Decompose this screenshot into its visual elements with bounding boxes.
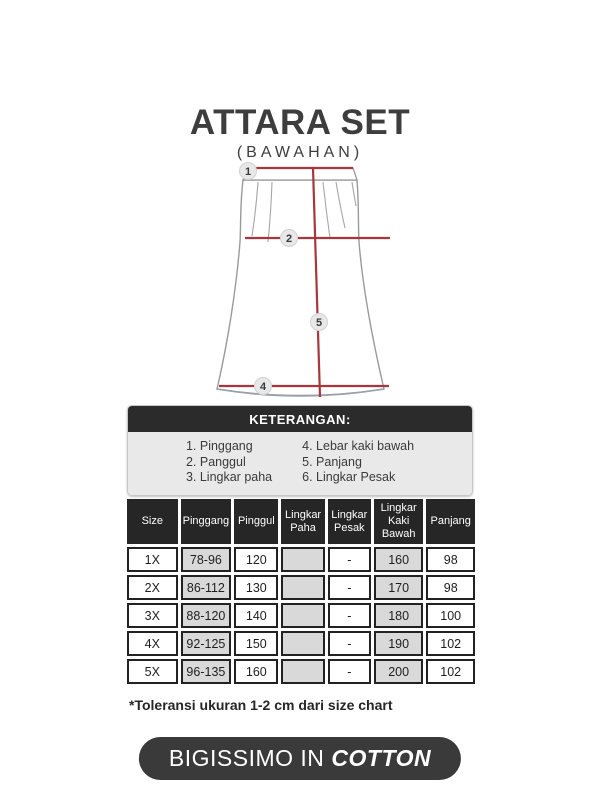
column-header-lingkar-paha: Lingkar Paha bbox=[281, 499, 324, 544]
table-row bbox=[127, 547, 475, 572]
cell-lingkar-paha bbox=[281, 547, 324, 572]
cell-lingkar-pesak: - bbox=[328, 547, 371, 572]
cell-pinggang: 88-120 bbox=[181, 603, 232, 628]
brand-badge-prefix: BIGISSIMO IN bbox=[168, 745, 325, 771]
cell-pinggang: 78-96 bbox=[181, 547, 232, 572]
badge-4: 4 bbox=[259, 381, 267, 393]
cell-size: 3X bbox=[127, 603, 178, 628]
skirt-measurement-diagram bbox=[195, 158, 405, 408]
cell-pinggang: 92-125 bbox=[181, 631, 232, 656]
cell-size: 5X bbox=[127, 659, 178, 684]
legend-body bbox=[128, 432, 472, 495]
cell-lingkar-pesak: - bbox=[328, 659, 371, 684]
table-row bbox=[127, 603, 475, 628]
cell-pinggul: 120 bbox=[234, 547, 278, 572]
brand-badge-emphasis: COTTON bbox=[331, 745, 432, 771]
badge-5: 5 bbox=[315, 317, 323, 329]
skirt-outline bbox=[217, 180, 384, 396]
cell-lingkar-pesak: - bbox=[328, 603, 371, 628]
cell-pinggang: 86-112 bbox=[181, 575, 232, 600]
legend-item: 1. Pinggang bbox=[185, 439, 253, 453]
cell-lingkar-kaki-bawah: 200 bbox=[374, 659, 424, 684]
cell-lingkar-kaki-bawah: 170 bbox=[374, 575, 424, 600]
skirt-waistband bbox=[243, 168, 357, 180]
legend-box bbox=[127, 405, 473, 496]
table-row bbox=[127, 631, 475, 656]
page-title: ATTARA SET bbox=[189, 103, 411, 142]
cell-lingkar-kaki-bawah: 190 bbox=[374, 631, 424, 656]
legend-header: KETERANGAN: bbox=[128, 406, 472, 432]
badge-2: 2 bbox=[285, 233, 293, 245]
column-header-lingkar-kaki-bawah: Lingkar Kaki Bawah bbox=[374, 499, 424, 544]
cell-pinggang: 96-135 bbox=[181, 659, 232, 684]
size-table bbox=[124, 496, 478, 687]
column-header-pinggul: Pinggul bbox=[234, 499, 278, 544]
legend-item: 2. Panggul bbox=[185, 454, 246, 469]
legend-column-right bbox=[302, 439, 414, 486]
cell-lingkar-paha bbox=[281, 659, 324, 684]
badge-1: 1 bbox=[244, 166, 252, 178]
page-subtitle: (BAWAHAN) bbox=[236, 144, 364, 161]
cell-lingkar-pesak: - bbox=[328, 631, 371, 656]
cell-lingkar-paha bbox=[281, 603, 324, 628]
cell-panjang: 98 bbox=[426, 575, 475, 600]
legend-item: 6. Lingkar Pesak bbox=[302, 470, 396, 484]
tolerance-footnote: *Toleransi ukuran 1-2 cm dari size chart bbox=[129, 697, 393, 713]
cell-panjang: 98 bbox=[426, 547, 475, 572]
cell-lingkar-paha bbox=[281, 631, 324, 656]
cell-pinggul: 140 bbox=[234, 603, 278, 628]
cell-size: 2X bbox=[127, 575, 178, 600]
cell-lingkar-paha bbox=[281, 575, 324, 600]
legend-column-left bbox=[186, 439, 272, 486]
legend-item: 4. Lebar kaki bawah bbox=[302, 439, 415, 453]
table-row bbox=[127, 659, 475, 684]
cell-lingkar-kaki-bawah: 180 bbox=[374, 603, 424, 628]
column-header-lingkar-pesak: Lingkar Pesak bbox=[328, 499, 371, 544]
table-row bbox=[127, 575, 475, 600]
brand-badge bbox=[139, 737, 461, 780]
cell-pinggul: 150 bbox=[234, 631, 278, 656]
cell-panjang: 100 bbox=[426, 603, 475, 628]
table-header-row bbox=[127, 499, 475, 544]
column-header-size: Size bbox=[127, 499, 178, 544]
column-header-pinggang: Pinggang bbox=[181, 499, 232, 544]
cell-panjang: 102 bbox=[426, 659, 475, 684]
legend-item: 5. Panjang bbox=[302, 454, 362, 469]
cell-size: 1X bbox=[127, 547, 178, 572]
cell-pinggul: 160 bbox=[234, 659, 278, 684]
cell-lingkar-kaki-bawah: 160 bbox=[374, 547, 424, 572]
cell-lingkar-pesak: - bbox=[328, 575, 371, 600]
cell-panjang: 102 bbox=[426, 631, 475, 656]
column-header-panjang: Panjang bbox=[426, 499, 475, 544]
cell-size: 4X bbox=[127, 631, 178, 656]
cell-pinggul: 130 bbox=[234, 575, 278, 600]
legend-item: 3. Lingkar paha bbox=[185, 470, 273, 484]
